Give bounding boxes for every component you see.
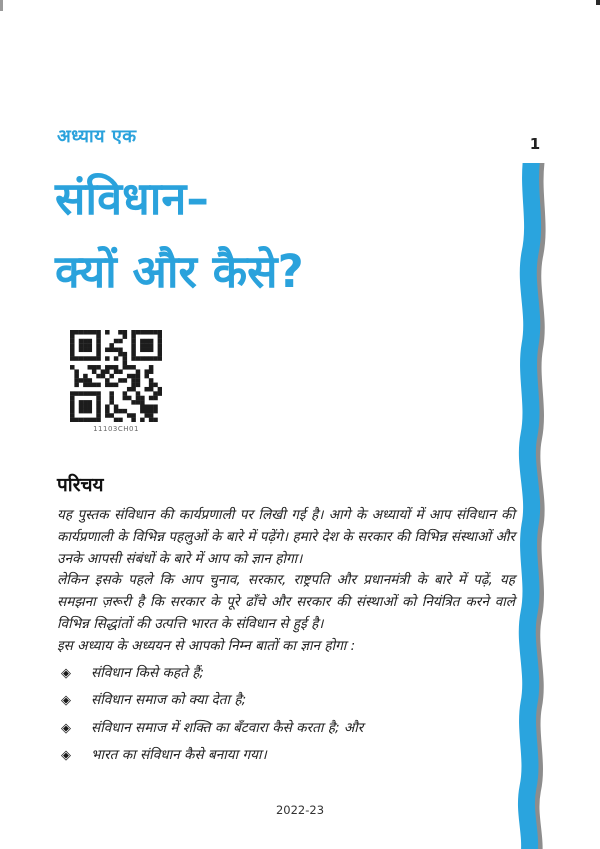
wavy-ribbon-decoration	[516, 163, 560, 849]
intro-paragraph-2: लेकिन इसके पहले कि आप चुनाव, सरकार, राष्ट्रपति और प्रधानमंत्री के बारे में पढ़ें, यह समझना ज़रूरी है कि सरकार के पूरे ढाँचे और सरकार की संस्थाओं को नियंत्रित करने वाले विभिन्न सिद्धांतों की उत्पत्ति भारत के संविधान से हुई है।	[57, 572, 515, 632]
list-item	[57, 745, 515, 766]
qr-block	[70, 330, 162, 433]
qr-caption: 11103CH01	[93, 425, 139, 433]
diamond-bullet-icon: ◈	[61, 748, 71, 764]
intro-paragraph-1: यह पुस्तक संविधान की कार्यप्रणाली पर लिखी गई है। आगे के अध्यायों में आप संविधान की कार्यप्रणाली के विभिन्न पहलुओं के बारे में पढ़ेंगे। हमारे देश के सरकार की विभिन्न संस्थाओं और उनके आपसी संबंधों के बारे में आप को ज्ञान होगा।	[57, 507, 515, 567]
scan-artifact-top-left	[0, 0, 3, 11]
chapter-label: अध्याय एक	[57, 126, 137, 147]
footer-edition-year: 2022-23	[275, 803, 325, 817]
list-item-text: भारत का संविधान कैसे बनाया गया।	[91, 747, 267, 764]
ribbon-band	[526, 163, 532, 849]
learning-points-list	[57, 663, 515, 767]
intro-paragraph-3: इस अध्याय के अध्ययन से आपको निम्न बातों का ज्ञान होगा :	[57, 637, 356, 654]
chapter-title-line2: क्यों और कैसे?	[55, 245, 304, 298]
list-item-text: संविधान समाज को क्या देता है;	[91, 692, 247, 709]
chapter-title	[55, 162, 495, 308]
diamond-bullet-icon: ◈	[61, 720, 71, 736]
list-item-text: संविधान समाज में शक्ति का बँटवारा कैसे करता है; और	[91, 719, 364, 736]
qr-code	[70, 330, 162, 422]
list-item	[57, 690, 515, 711]
diamond-bullet-icon: ◈	[61, 693, 71, 709]
scan-artifact-top-right	[596, 0, 600, 5]
intro-heading: परिचय	[57, 474, 104, 496]
diamond-bullet-icon: ◈	[61, 665, 71, 681]
list-item	[57, 718, 515, 739]
list-item-text: संविधान किसे कहते हैं;	[91, 664, 205, 681]
intro-section	[57, 471, 515, 773]
list-item	[57, 663, 515, 684]
page-number: 1	[529, 135, 541, 153]
chapter-title-line1: संविधान–	[55, 172, 209, 225]
